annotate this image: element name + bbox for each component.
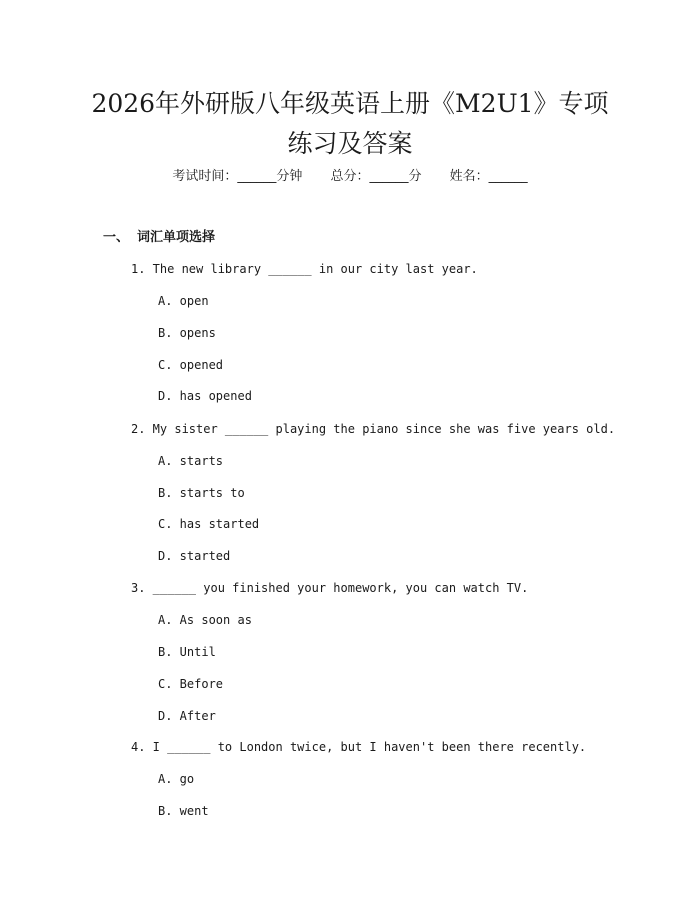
question-4-option-a: A. go (158, 772, 195, 786)
question-2-option-d: D. started (158, 549, 231, 563)
title-line-1: 2026年外研版八年级英语上册《M2U1》专项 (91, 89, 609, 118)
question-1-option-a: A. open (158, 294, 209, 308)
question-2-option-c: C. has started (158, 517, 260, 531)
title-line-2: 练习及答案 (287, 129, 413, 158)
question-3-option-d: D. After (158, 709, 216, 723)
exam-info-row (0, 166, 700, 188)
question-2-option-b: B. starts to (158, 486, 245, 500)
question-1-stem: 1. The new library ______ in our city last year. (131, 262, 478, 276)
question-2-option-a: A. starts (158, 454, 224, 468)
question-3-option-c: C. Before (158, 677, 224, 691)
question-3-option-b: B. Until (158, 645, 216, 659)
question-4-option-b: B. went (158, 804, 209, 818)
section-title: 词汇单项选择 (137, 230, 216, 245)
exam-time-field: 考试时间：______分钟 (172, 169, 303, 184)
question-4-stem: 4. I ______ to London twice, but I haven't been there recently. (131, 740, 587, 754)
section-heading (103, 227, 215, 249)
question-1-option-d: D. has opened (158, 389, 252, 403)
total-score-field: 总分：______分 (330, 169, 422, 184)
section-number: 一、 (103, 230, 130, 245)
question-1-option-b: B. opens (158, 326, 216, 340)
question-3-stem: 3. ______ you finished your homework, you can watch TV. (131, 581, 529, 595)
question-2-stem: 2. My sister ______ playing the piano since she was five years old. (131, 422, 616, 436)
question-3-option-a: A. As soon as (158, 613, 252, 627)
question-1-option-c: C. opened (158, 358, 224, 372)
student-name-field: 姓名：______ (449, 169, 528, 184)
